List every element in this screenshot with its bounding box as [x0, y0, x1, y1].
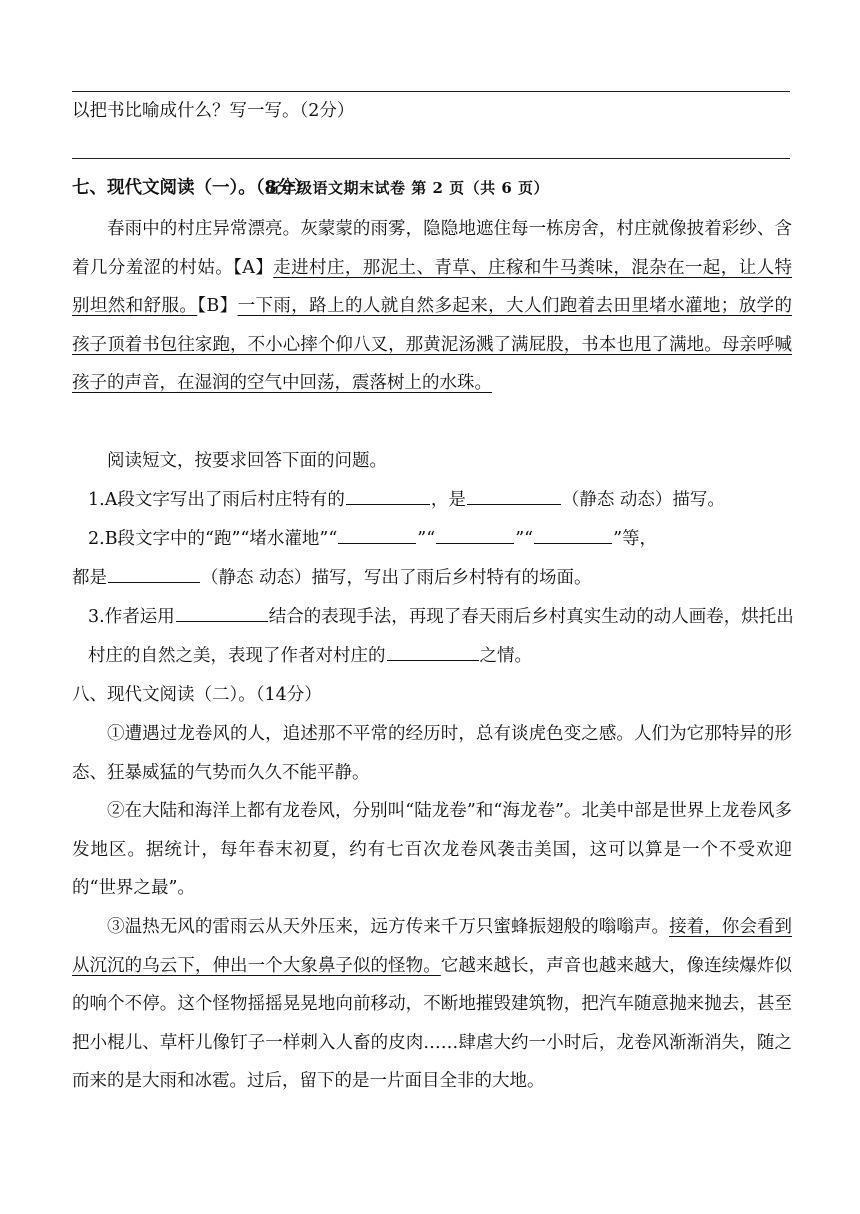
passage-2-paragraph-1: ①遭遇过龙卷风的人，追述那不平常的经历时，总有谈虎色变之感。人们为它那特异的形态、狂暴威猛的气势而久久不能平静。: [72, 724, 792, 783]
q2-blank-2[interactable]: [436, 525, 514, 544]
question-2-cont: [72, 559, 794, 598]
q1-text-2: ，是: [430, 490, 466, 510]
q3-text-3: 之情。: [479, 645, 532, 666]
segment-b-marker: 【B】: [197, 296, 238, 317]
question-2: [88, 520, 794, 559]
q2-text-3: ”“: [515, 529, 534, 549]
q2-text: 2.B段文字中的“跑”“堵水灌地”“: [88, 529, 338, 549]
section-8-title: 八、现代文阅读（二）。（14分）: [72, 685, 322, 705]
q1-text: 1.A段文字写出了雨后村庄特有的: [88, 490, 345, 510]
q2-blank-3[interactable]: [534, 525, 612, 544]
paragraph-3-text-2: 它越来越长，声音也越来越大，像连续爆炸似的响个不停。这个怪物摇摇晃晃地向前移动，不断地摧毁建筑物，把汽车随意抛来抛去，甚至把小棍儿、草杆儿像钉子一样刺入人畜的皮肉……肆虐大约一小时后，龙卷风渐渐消失，随之而来的是大雨和冰雹。过后，留下的是一片面目全非的大地。: [72, 955, 792, 1092]
passage-text: 春雨中的村庄异常漂亮。灰蒙蒙的雨雾，隐隐地遮住每一栋房舍，村庄就像披着彩纱、含着几分羞涩的村姑。【A】: [72, 219, 792, 278]
q3-text: 3.作者运用: [88, 607, 175, 627]
underlined-segment-b: 一下雨，路上的人就自然多起来，大人们跑着去田里堵水灌地；放学的孩子顶着书包往家跑，不小心摔个仰八叉，那黄泥汤溅了满屁股，书本也甩了满地。母亲呼喊孩子的声音，在湿润的空气中回荡，震落树上的水珠。: [72, 296, 792, 394]
q1-blank-1[interactable]: [346, 486, 430, 505]
q2-text-4: ”等，: [613, 529, 658, 549]
passage-2-paragraph-3: [72, 908, 792, 1101]
paragraph-3-text: ③温热无风的雷雨云从天外压来，远方传来千万只蜜蜂振翅般的嗡嗡声。: [107, 917, 670, 937]
q3-blank-2[interactable]: [387, 642, 479, 661]
q2-text-2: ”“: [417, 529, 436, 549]
q2-text-5: 都是: [72, 568, 107, 588]
passage-1-paragraph: [72, 210, 792, 403]
passage-2-paragraph-2: ②在大陆和海洋上都有龙卷风，分别叫“陆龙卷”和“海龙卷”。北美中部是世界上龙卷风多发地区。据统计，每年春末初夏，约有七百次龙卷风袭击美国，这可以算是一个不受欢迎的“世界之最”。: [72, 801, 792, 899]
underlined-sentence: 接着，你会看到从沉沉的乌云下，伸出一个大象鼻子似的怪物。: [72, 917, 793, 976]
q2-blank-1[interactable]: [338, 525, 416, 544]
question-1: [88, 481, 794, 520]
q2-blank-4[interactable]: [108, 564, 200, 583]
instruction-text: 阅读短文，按要求回答下面的问题。: [107, 451, 387, 471]
q1-text-3: （静态 动态）描写。: [561, 490, 725, 510]
q1-blank-2[interactable]: [467, 486, 561, 505]
question-text: 以把书比喻成什么？写一写。（2分）: [72, 101, 355, 121]
q2-text-6: （静态 动态）描写，写出了雨后乡村特有的场面。: [201, 568, 592, 588]
question-3: [88, 598, 794, 675]
q3-text-2: 结合的表现手法，再现了春天雨后乡村真实生动的动人画卷，烘托出村庄的自然之美，表现了作者对村庄的: [88, 607, 794, 666]
answer-line: [72, 158, 790, 159]
section-7-title: 七、现代文阅读（一）。（8分）: [72, 178, 312, 198]
page-header-overlay: 五年级语文期末试卷 第 2 页（共 6 页）: [266, 179, 549, 197]
q3-blank-1[interactable]: [176, 603, 268, 622]
underlined-segment-a: 走进村庄，那泥土、青草、庄稼和牛马粪味，混杂在一起，让人特别坦然和舒服。: [72, 257, 793, 317]
answer-line-top: [72, 91, 790, 92]
